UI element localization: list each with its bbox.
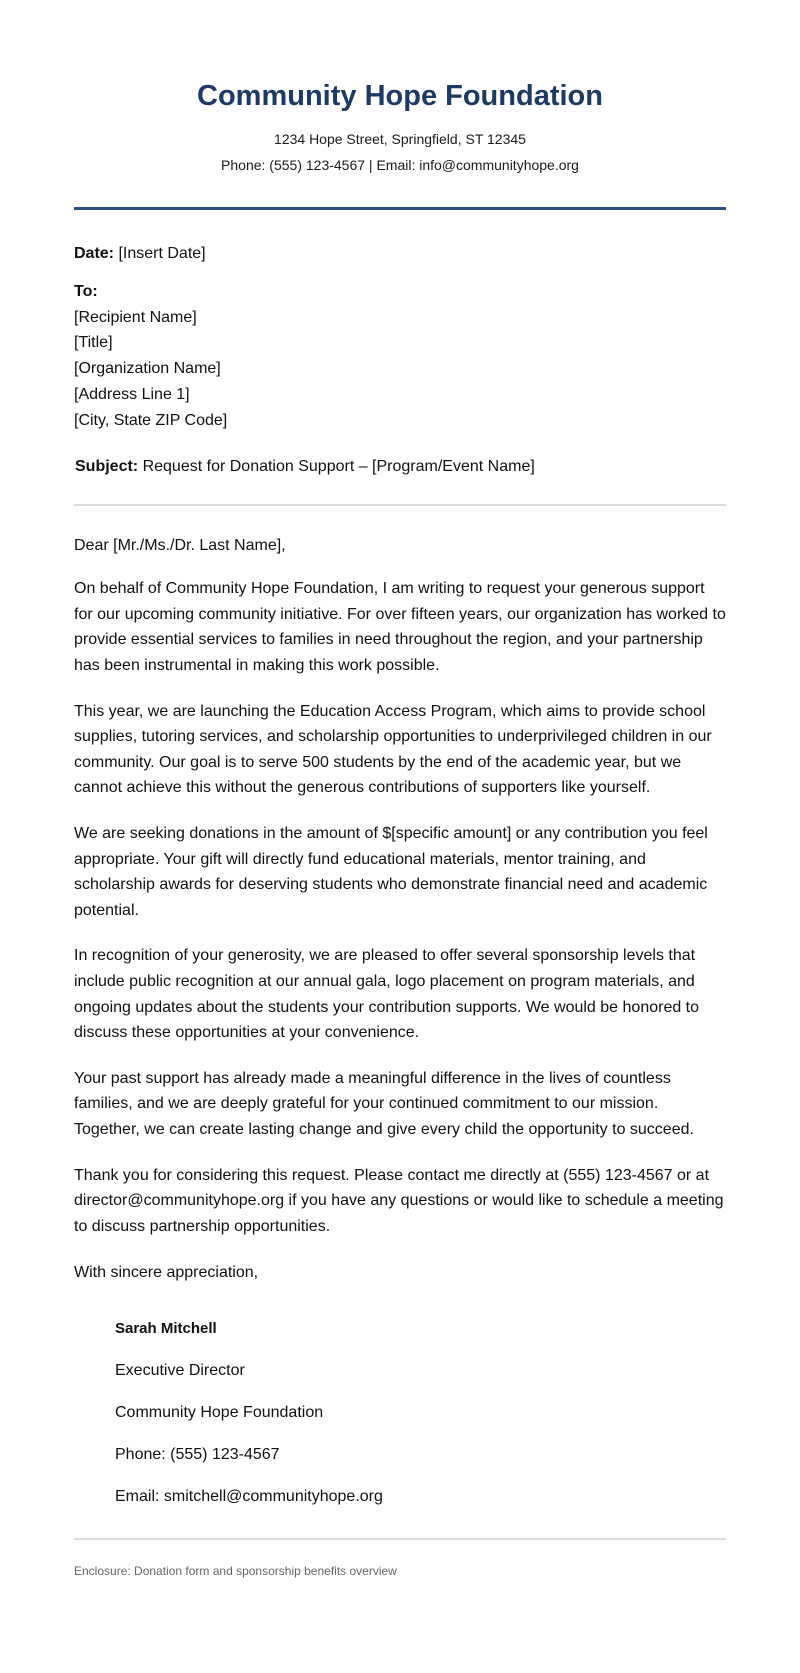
signer-title: Executive Director <box>115 1362 245 1380</box>
subject-value: Request for Donation Support – [Program/Event Name] <box>142 458 535 476</box>
recipient-address-line: [Address Line 1] <box>74 385 190 403</box>
signer-organization: Community Hope Foundation <box>115 1404 324 1422</box>
recipient-organization: [Organization Name] <box>74 360 221 378</box>
body-paragraph: Your past support has already made a meaningful difference in the lives of countless families, and we are deeply grateful for your continued commitment to our mission. Together, we can create lasting change and give every child the opportunity to succeed. <box>74 1069 694 1138</box>
signer-name: Sarah Mitchell <box>115 1320 217 1338</box>
organization-address: 1234 Hope Street, Springfield, ST 12345 <box>274 131 526 147</box>
signer-phone: Phone: (555) 123-4567 <box>115 1446 280 1464</box>
body-paragraph: Thank you for considering this request. Please contact me directly at (555) 123-4567 or at director@communityhope.org if you have any questions or would like to schedule a meeting to discuss partnership opportunities. <box>74 1166 724 1235</box>
recipient-title: [Title] <box>74 334 113 352</box>
recipient-name: [Recipient Name] <box>74 308 197 326</box>
date-label: Date: <box>74 245 115 262</box>
signature-block <box>74 1318 726 1508</box>
signer-email: Email: smitchell@communityhope.org <box>115 1488 383 1506</box>
subject-label: Subject: <box>75 458 139 476</box>
organization-contact: Phone: (555) 123-4567 | Email: info@communityhope.org <box>221 157 579 173</box>
recipient-city-state-zip: [City, State ZIP Code] <box>74 411 228 429</box>
date-value: [Insert Date] <box>118 245 206 262</box>
subject-line <box>74 456 726 478</box>
recipient-block <box>74 279 726 433</box>
footer-divider <box>74 1538 726 1540</box>
body-paragraph: We are seeking donations in the amount of $[specific amount] or any contribution you feel appropriate. Your gift will directly fund educational materials, mentor training, and scholarship awards for deserving students who demonstrate financial need and academic potential. <box>74 824 708 919</box>
closing: With sincere appreciation, <box>74 1264 259 1282</box>
date-line <box>74 243 726 265</box>
salutation: Dear [Mr./Ms./Dr. Last Name], <box>74 537 286 555</box>
body-paragraph: On behalf of Community Hope Foundation, I am writing to request your generous support for our upcoming community initiative. For over fifteen years, our organization has worked to provide essential services to families in need throughout the region, and your partnership has been instrumental in making this work possible. <box>74 580 726 674</box>
enclosure-note: Enclosure: Donation form and sponsorship benefits overview <box>74 1564 397 1579</box>
body-paragraph: This year, we are launching the Education Access Program, which aims to provide school supplies, tutoring services, and scholarship opportunities to underprivileged children in our community. Our goal is to serve 500 students by the end of the academic year, but we cannot achieve this without the generous contributions of supporters like yourself. <box>74 702 712 797</box>
letterhead <box>74 0 726 178</box>
header-divider <box>74 207 726 210</box>
body-paragraph: In recognition of your generosity, we are pleased to offer several sponsorship levels that include public recognition at our annual gala, logo placement on program materials, and ongoing updates about the students your contribution supports. We would be honored to discuss these opportunities at your convenience. <box>74 947 700 1042</box>
organization-name: Community Hope Foundation <box>197 80 603 112</box>
recipient-label: To: <box>74 283 98 300</box>
subject-divider <box>74 504 726 506</box>
